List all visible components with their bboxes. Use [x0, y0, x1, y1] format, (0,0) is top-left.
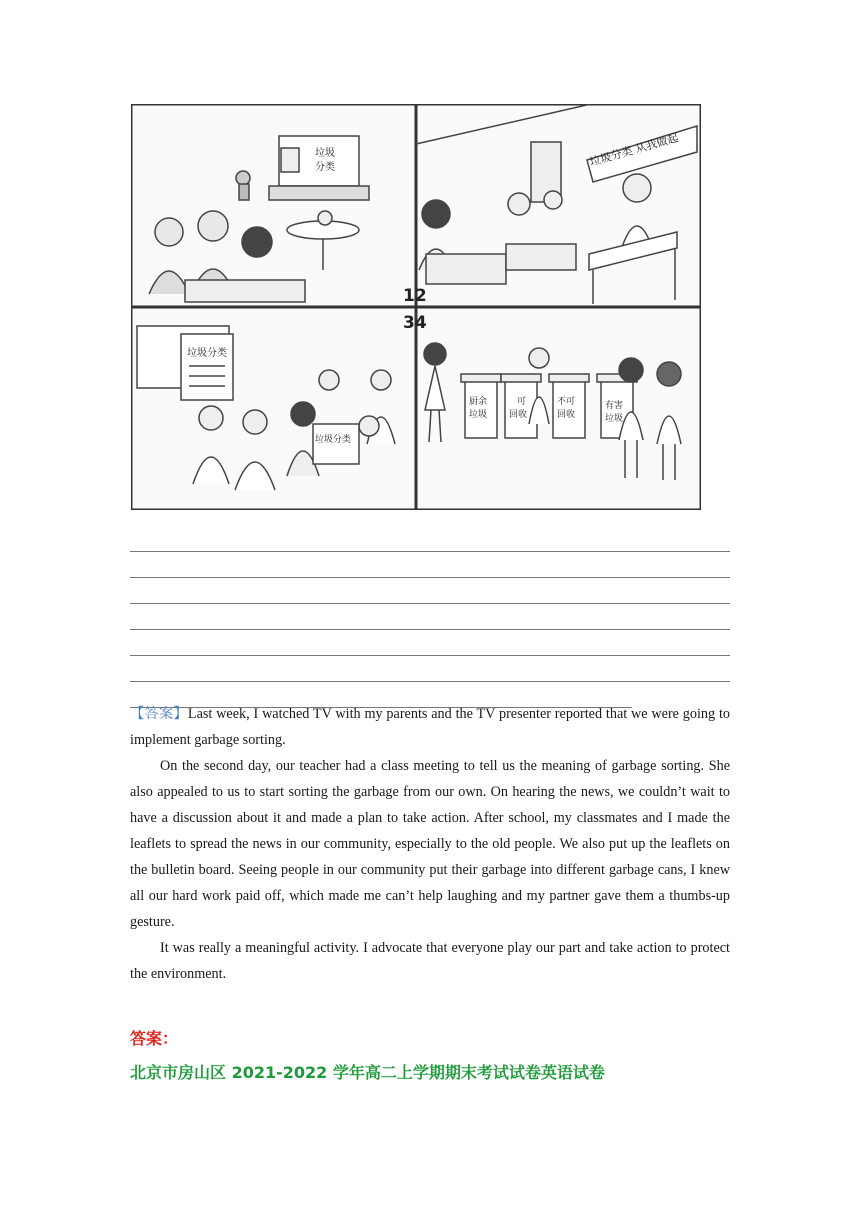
writing-line: [130, 526, 730, 552]
answer-heading: 答案：: [130, 1029, 179, 1048]
tv-label-line2: 分类: [315, 162, 335, 173]
leaflet-label: 垃圾分类: [315, 435, 352, 445]
writing-line: [130, 630, 730, 656]
panel-number-bottom: 34: [403, 313, 427, 333]
classroom-banner: 垃圾分类 从我做起: [588, 131, 680, 169]
writing-lines: [130, 526, 730, 708]
bin-1-line1: 厨余: [469, 397, 488, 407]
writing-line: [130, 656, 730, 682]
writing-line: [130, 604, 730, 630]
bin-1-line2: 垃圾: [469, 410, 488, 420]
bin-3-line2: 回收: [557, 410, 576, 420]
answer-paragraph-1-text: Last week, I watched TV with my parents and the TV presenter reported that we were going to implement garbage sorting.: [130, 706, 730, 748]
bin-4-line2: 垃圾: [605, 414, 624, 424]
bin-2-line2: 回收: [509, 410, 528, 420]
answer-paragraph-3: It was really a meaningful activity. I advocate that everyone play our part and take action to protect the environment.: [130, 940, 730, 982]
comic-illustration: [131, 104, 701, 510]
bin-2-line1: 可: [517, 397, 527, 407]
answer-tag: 【答案】: [130, 706, 188, 722]
writing-line: [130, 578, 730, 604]
source-title: 北京市房山区 2021-2022 学年高二上学期期末考试试卷英语试卷: [130, 1063, 605, 1082]
bin-4-line1: 有害: [605, 401, 624, 411]
tv-label-line1: 垃圾: [315, 148, 335, 159]
writing-line: [130, 552, 730, 578]
answer-paragraph-1: [130, 701, 730, 753]
answer-section: [130, 701, 730, 987]
bulletin-board-label: 垃圾分类: [187, 348, 227, 359]
panel-number-top: 12: [403, 286, 427, 306]
answer-paragraph-2: On the second day, our teacher had a class meeting to tell us the meaning of garbage sorting. She also appealed to us to start sorting the garbage from our own. On hearing the news, we couldn’t wait to have a discussion about it and made a plan to take action. After school, my classmates and I made the leaflets to spread the news in our community, especially to the old people. We also put up the leaflets on the bulletin board. Seeing people in our community put their garbage into different garbage cans, I knew all our hard work paid off, which made me can’t help laughing and my partner gave them a thumbs-up gesture.: [130, 758, 730, 930]
bin-3-line1: 不可: [557, 397, 576, 407]
